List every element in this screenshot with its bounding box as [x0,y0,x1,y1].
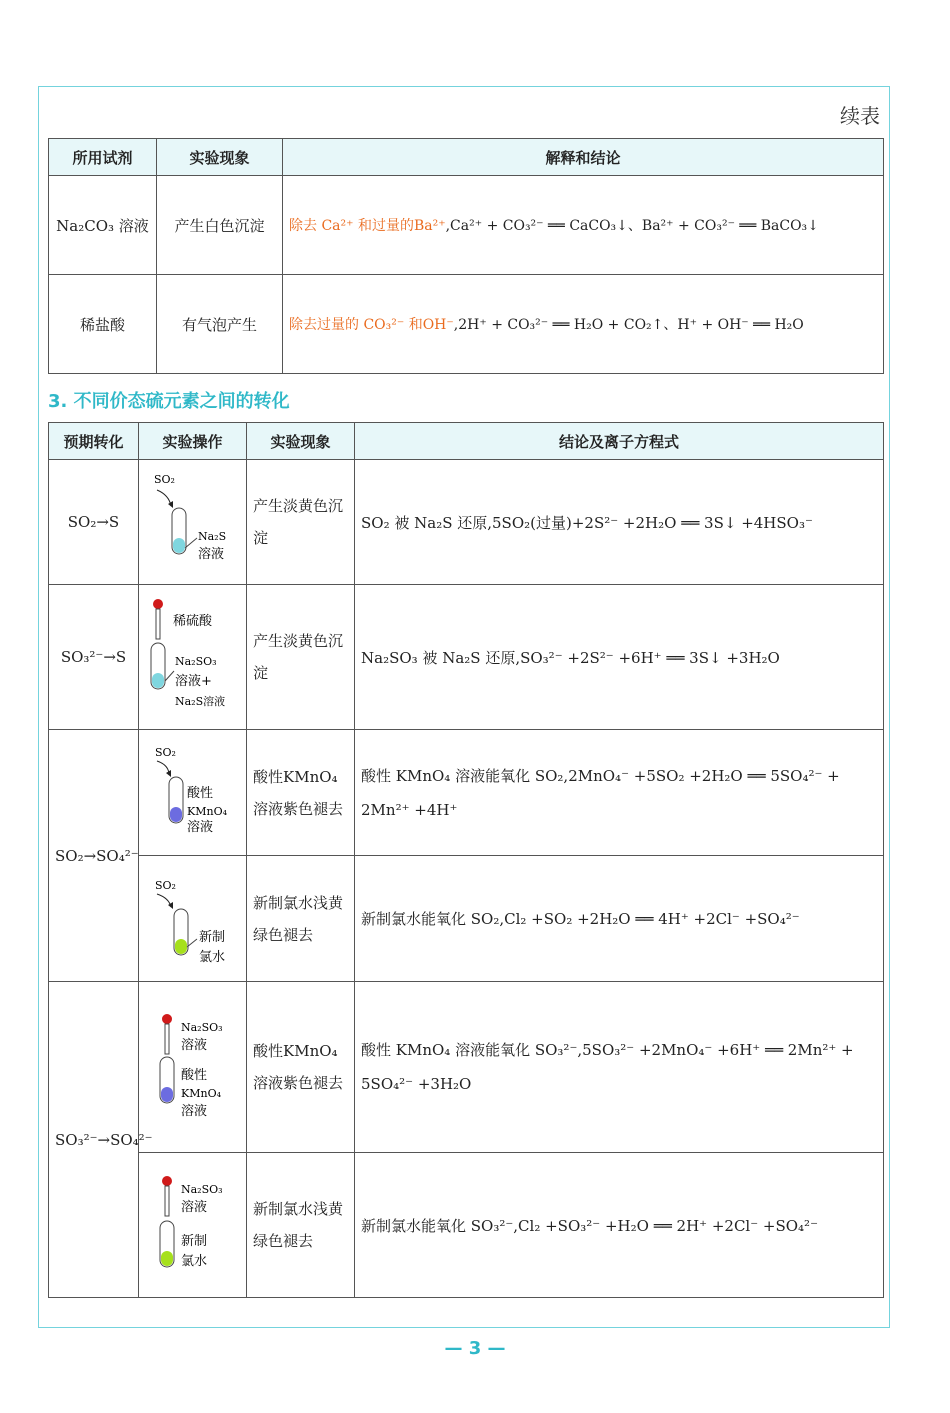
table-row [49,982,884,1153]
phenomenon-cell: 有气泡产生 [157,275,283,374]
operation-cell [139,730,247,856]
test-tube-diagram [139,1153,245,1293]
op-label: 溶液 [187,819,214,835]
op-label: 溶液 [181,1103,208,1119]
phenomenon-cell: 新制氯水浅黄绿色褪去 [247,1153,355,1298]
header-operation: 实验操作 [139,423,247,460]
section-heading: 3. 不同价态硫元素之间的转化 [48,391,290,412]
op-label: 氯水 [199,949,226,965]
header-phenomenon: 实验现象 [157,139,283,176]
conclusion-highlight: 除去过量的 CO₃²⁻ 和OH⁻ [289,317,454,333]
table-row [49,275,884,374]
operation-cell [139,585,247,730]
equation-cell: 新制氯水能氧化 SO₃²⁻,Cl₂ +SO₃²⁻ +H₂O ══ 2H⁺ +2Cl⁻ +SO₄²⁻ [355,1153,884,1298]
table-row [49,460,884,585]
test-tube-diagram [139,983,245,1148]
test-tube-diagram [139,585,245,725]
table-row [49,730,884,856]
page-number: — 3 — [444,1338,506,1359]
op-label: 新制 [199,929,226,945]
reagent-cell: Na₂CO₃ 溶液 [49,176,157,275]
op-label: SO₂ [155,878,176,892]
conclusion-cell [283,176,884,275]
equation-cell: 酸性 KMnO₄ 溶液能氧化 SO₃²⁻,5SO₃²⁻ +2MnO₄⁻ +6H⁺ ══ 2Mn²⁺ + 5SO₄²⁻ +3H₂O [355,982,884,1153]
conversion-cell: SO₂→SO₄²⁻ [49,730,139,982]
op-label: 氯水 [181,1254,208,1269]
header-conversion: 预期转化 [49,423,139,460]
phenomenon-cell: 产生白色沉淀 [157,176,283,275]
header-phenomenon: 实验现象 [247,423,355,460]
op-label: KMnO₄ [181,1086,221,1100]
conversion-cell: SO₃²⁻→SO₄²⁻ [49,982,139,1298]
header-reagent: 所用试剂 [49,139,157,176]
op-label: 溶液 [181,1200,208,1215]
op-label: Na₂S [198,530,227,543]
op-label: 酸性 [187,785,214,801]
table-row [49,176,884,275]
equation-cell: 酸性 KMnO₄ 溶液能氧化 SO₂,2MnO₄⁻ +5SO₂ +2H₂O ══ 5SO₄²⁻ + 2Mn²⁺ +4H⁺ [355,730,884,856]
table-row [49,856,884,982]
op-label: 酸性 [181,1067,208,1083]
phenomenon-cell: 酸性KMnO₄溶液紫色褪去 [247,982,355,1153]
test-tube-diagram [139,460,245,580]
continued-label: 续表 [840,104,880,128]
op-label: SO₂ [154,473,175,486]
table-row [49,585,884,730]
conclusion-cell [283,275,884,374]
equation-cell: 新制氯水能氧化 SO₂,Cl₂ +SO₂ +2H₂O ══ 4H⁺ +2Cl⁻ +SO₄²⁻ [355,856,884,982]
op-label: Na₂SO₃ [181,1020,223,1034]
conclusion-equation: ,2H⁺ + CO₃²⁻ ══ H₂O + CO₂↑、H⁺ + OH⁻ ══ H₂O [453,317,804,333]
op-label: Na₂SO₃ [181,1183,223,1196]
conclusion-highlight: 除去 Ca²⁺ 和过量的Ba²⁺ [289,218,446,234]
operation-cell [139,460,247,585]
test-tube-diagram [139,731,245,851]
operation-cell [139,856,247,982]
reagent-table [48,138,884,374]
op-label: Na₂S溶液 [175,695,226,708]
op-label: 溶液+ [175,674,212,689]
table-row [49,1153,884,1298]
header-equation: 结论及离子方程式 [355,423,884,460]
sulfur-conversion-table [48,422,884,1298]
op-label: 新制 [181,1234,208,1249]
op-label: 稀硫酸 [173,614,213,629]
conversion-cell: SO₂→S [49,460,139,585]
phenomenon-cell: 产生淡黄色沉淀 [247,460,355,585]
header-conclusion: 解释和结论 [283,139,884,176]
operation-cell [139,1153,247,1298]
conclusion-equation: ,Ca²⁺ + CO₃²⁻ ══ CaCO₃↓、Ba²⁺ + CO₃²⁻ ══ BaCO₃↓ [445,218,819,234]
phenomenon-cell: 产生淡黄色沉淀 [247,585,355,730]
conversion-cell: SO₃²⁻→S [49,585,139,730]
reagent-cell: 稀盐酸 [49,275,157,374]
equation-cell: SO₂ 被 Na₂S 还原,5SO₂(过量)+2S²⁻ +2H₂O ══ 3S↓ +4HSO₃⁻ [355,460,884,585]
phenomenon-cell: 酸性KMnO₄溶液紫色褪去 [247,730,355,856]
op-label: KMnO₄ [187,804,227,818]
op-label: 溶液 [181,1037,208,1053]
op-label: SO₂ [155,745,176,759]
op-label: 溶液 [198,547,225,562]
phenomenon-cell: 新制氯水浅黄绿色褪去 [247,856,355,982]
operation-cell [139,982,247,1153]
equation-cell: Na₂SO₃ 被 Na₂S 还原,SO₃²⁻ +2S²⁻ +6H⁺ ══ 3S↓ +3H₂O [355,585,884,730]
test-tube-diagram [139,857,245,977]
op-label: Na₂SO₃ [175,655,217,668]
